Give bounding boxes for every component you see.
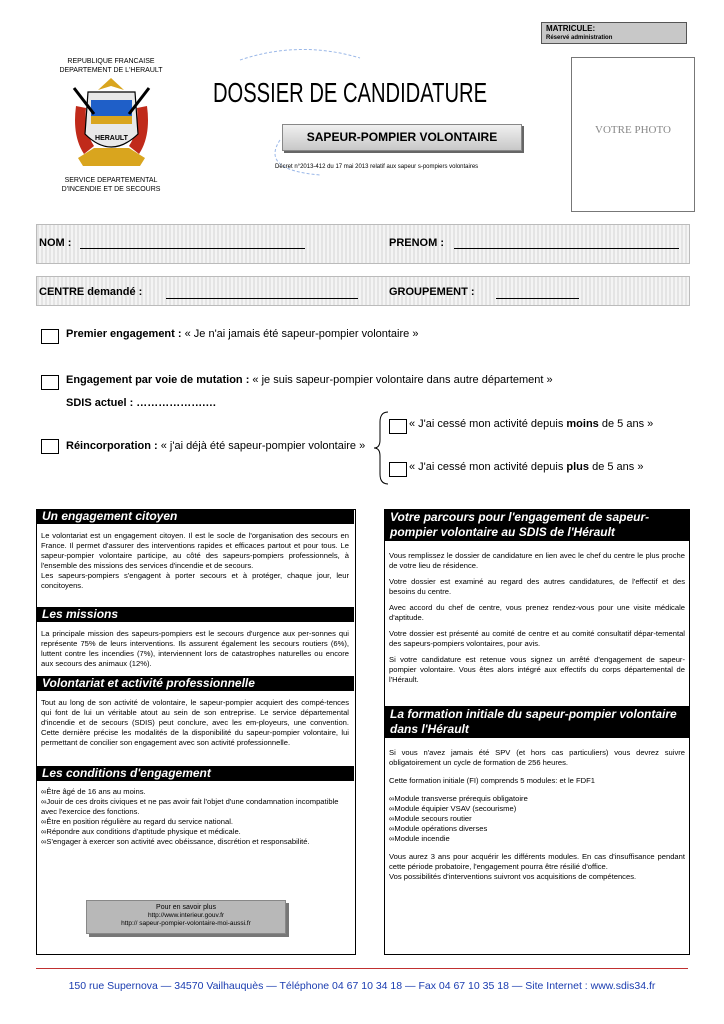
savoir-link-spv[interactable]: http:// sapeur-pompier-volontaire-moi-aussi.fr (121, 920, 251, 927)
parcours-p5: Si votre candidature est retenue vous signez un arrêté d'engagement de sapeur-pompier volontaire. Vous êtes alors intégré aux effectifs du corps départemental de l'Hérault. (389, 655, 685, 684)
mutation-option (66, 374, 553, 386)
engagement-p1: Le volontariat est un engagement citoyen. Il est le socle de l'organisation des secours en France. Il permet d'assurer des interventions rapides et efficaces partout et pour tous. Le sapeur-pompier volontaire participe, au côté des sapeurs-pompiers professionnels, à l'ensemble des missions des services d'incendie et de secours. (41, 531, 349, 570)
decorative-arcs (200, 40, 530, 180)
matricule-box (541, 22, 687, 44)
missions-text: La principale mission des sapeurs-pompiers est le secours d'urgence aux per-sonnes qui représente 75% de leurs interventions. Ils assurent également les secours routiers (6%), luttent contre les incendies (7%), interviennent lors de catastrophes naturelles ou encore aux secours des animaux (12%). (41, 629, 349, 668)
identity-band (36, 224, 690, 264)
premier-option (66, 328, 418, 340)
formation-p3: Vous aurez 3 ans pour acquérir les différents modules. En cas d'insuffisance pendant cette période probatoire, l'engagement pourra être résilié d'office. (389, 852, 685, 871)
heading-volontariat: Volontariat et activité professionnelle (36, 676, 354, 691)
centre-label: CENTRE demandé : (39, 286, 143, 298)
photo-box (571, 57, 695, 212)
condition-item: ∞Jouir de ces droits civiques et ne pas avoir fait l'objet d'une condamnation incompatible avec l'exercice des fonctions. (41, 797, 339, 816)
formation-p4: Vos possibilités d'interventions suivront vos acquisitions de compétences. (389, 872, 637, 881)
decret-text: Décret n°2013-412 du 17 mai 2013 relatif aux sapeur s-pompiers volontaires (275, 164, 479, 170)
module-item: ∞Module équipier VSAV (secourisme) (389, 804, 517, 813)
parcours-text (389, 551, 685, 689)
groupement-label: GROUPEMENT : (389, 286, 475, 298)
republique-text: REPUBLIQUE FRANCAISE (67, 58, 155, 65)
savoir-link-interieur[interactable]: http://www.interieur.gouv.fr (147, 912, 225, 919)
reinc-label: Réincorporation : (66, 440, 158, 452)
page-title: DOSSIER DE CANDIDATURE (213, 77, 488, 108)
heading-conditions: Les conditions d'engagement (36, 766, 354, 781)
sdis-actuel-label: SDIS actuel : ……………….… (66, 397, 217, 409)
reinc-checkbox[interactable] (41, 439, 59, 454)
parcours-p1: Vous remplissez le dossier de candidature en lien avec le chef du centre le plus proche de votre lieu de résidence. (389, 551, 685, 570)
service-line1: SERVICE DEPARTEMENTAL (64, 177, 158, 184)
footer-divider (36, 968, 688, 969)
service-line2: D'INCENDIE ET DE SECOURS (61, 186, 161, 193)
formation-text (389, 748, 685, 886)
nom-field[interactable] (80, 248, 305, 249)
mutation-checkbox[interactable] (41, 375, 59, 390)
module-item: ∞Module incendie (389, 834, 450, 843)
nom-label: NOM : (39, 237, 72, 249)
matricule-title: MATRICULE: (546, 24, 596, 33)
departement-text: DEPARTEMENT DE L'HERAULT (59, 67, 163, 74)
sdis-name (38, 176, 184, 194)
reinc-option (66, 440, 365, 452)
moins-option (409, 418, 653, 430)
condition-item: ∞Être en position régulière au regard du service national. (41, 817, 233, 826)
plus-checkbox[interactable] (389, 462, 407, 477)
moins-checkbox[interactable] (389, 419, 407, 434)
sdis-actuel[interactable] (66, 397, 216, 409)
groupement-field[interactable] (496, 298, 579, 299)
mutation-text: « je suis sapeur-pompier volontaire dans autre département » (249, 374, 553, 386)
conditions-list (41, 787, 349, 847)
plus-post: de 5 ans » (589, 461, 644, 473)
module-item: ∞Module transverse prérequis obligatoire (389, 794, 528, 803)
prenom-field[interactable] (454, 248, 679, 249)
premier-checkbox[interactable] (41, 329, 59, 344)
photo-placeholder: VOTRE PHOTO (595, 124, 671, 136)
parcours-p3: Avec accord du chef de centre, vous prenez rendez-vous pour une visite médicale d'aptitude. (389, 603, 685, 622)
subtitle-banner: SAPEUR-POMPIER VOLONTAIRE (282, 124, 522, 151)
premier-text: « Je n'ai jamais été sapeur-pompier volontaire » (181, 328, 419, 340)
module-item: ∞Module opérations diverses (389, 824, 488, 833)
condition-item: ∞Être âgé de 16 ans au moins. (41, 787, 146, 796)
sdis-logo (64, 76, 159, 174)
mutation-label: Engagement par voie de mutation : (66, 374, 250, 386)
reinc-text: « j'ai déjà été sapeur-pompier volontaire » (157, 440, 366, 452)
plus-option (409, 461, 643, 473)
formation-p2: Cette formation initiale (FI) comprends 5 modules: et le FDF1 (389, 776, 595, 785)
condition-item: ∞Répondre aux conditions d'aptitude physique et médicale. (41, 827, 241, 836)
heading-missions: Les missions (36, 607, 354, 622)
en-savoir-plus-box (86, 900, 286, 934)
volontariat-text: Tout au long de son activité de volontaire, le sapeur-pompier acquiert des compé-tences qui font de lui un véritable atout au sein de son entreprise. Le service départemental d'incendie et de secours (SDIS) peut conclure, avec les em-ployeurs, une convention. Cette dernière précise les modalités de la disponibilité du sapeur-pompier volontaire, lui permettant de concilier son engagement avec son activité professionnelle. (41, 698, 349, 747)
plus-bold: plus (566, 461, 590, 473)
prenom-label: PRENOM : (389, 237, 444, 249)
moins-pre: « J'ai cessé mon activité depuis (409, 418, 567, 430)
footer-address: 150 rue Supernova — 34570 Vailhauquès — Téléphone 04 67 10 34 18 — Fax 04 67 10 35 18 — Site Internet : www.sdis34.fr (68, 980, 656, 992)
engagement-p2: Les sapeurs-pompiers s'engagent à porter secours et à protéger, chaque jour, leur concitoyens. (41, 571, 349, 590)
heading-parcours: Votre parcours pour l'engagement de sapeur-pompier volontaire au SDIS de l'Hérault (384, 509, 690, 541)
centre-field[interactable] (166, 298, 358, 299)
engagement-text (41, 531, 349, 595)
formation-p1: Si vous n'avez jamais été SPV (et hors cas particuliers) vous devrez suivre obligatoirement un cycle de formation de 256 heures. (389, 748, 685, 767)
parcours-p4: Votre dossier est présenté au comité de centre et au comité consultatif dépar-temental des sapeurs-pompiers volontaires, pour avis. (389, 629, 685, 648)
savoir-title: Pour en savoir plus (156, 904, 216, 911)
logo-text: HERAULT (95, 135, 128, 142)
matricule-subtitle: Réservé administration (546, 35, 613, 41)
republique-header (38, 57, 184, 75)
moins-post: de 5 ans » (598, 418, 654, 430)
heading-formation: La formation initiale du sapeur-pompier volontaire dans l'Hérault (384, 706, 690, 738)
moins-bold: moins (566, 418, 599, 430)
module-item: ∞Module secours routier (389, 814, 472, 823)
parcours-p2: Votre dossier est examiné au regard des autres candidatures, de l'effectif et des besoins du centre. (389, 577, 685, 596)
plus-pre: « J'ai cessé mon activité depuis (409, 461, 567, 473)
condition-item: ∞S'engager à exercer son activité avec obéissance, discrétion et responsabilité. (41, 837, 310, 846)
premier-label: Premier engagement : (66, 328, 182, 340)
heading-engagement-citoyen: Un engagement citoyen (36, 509, 354, 524)
